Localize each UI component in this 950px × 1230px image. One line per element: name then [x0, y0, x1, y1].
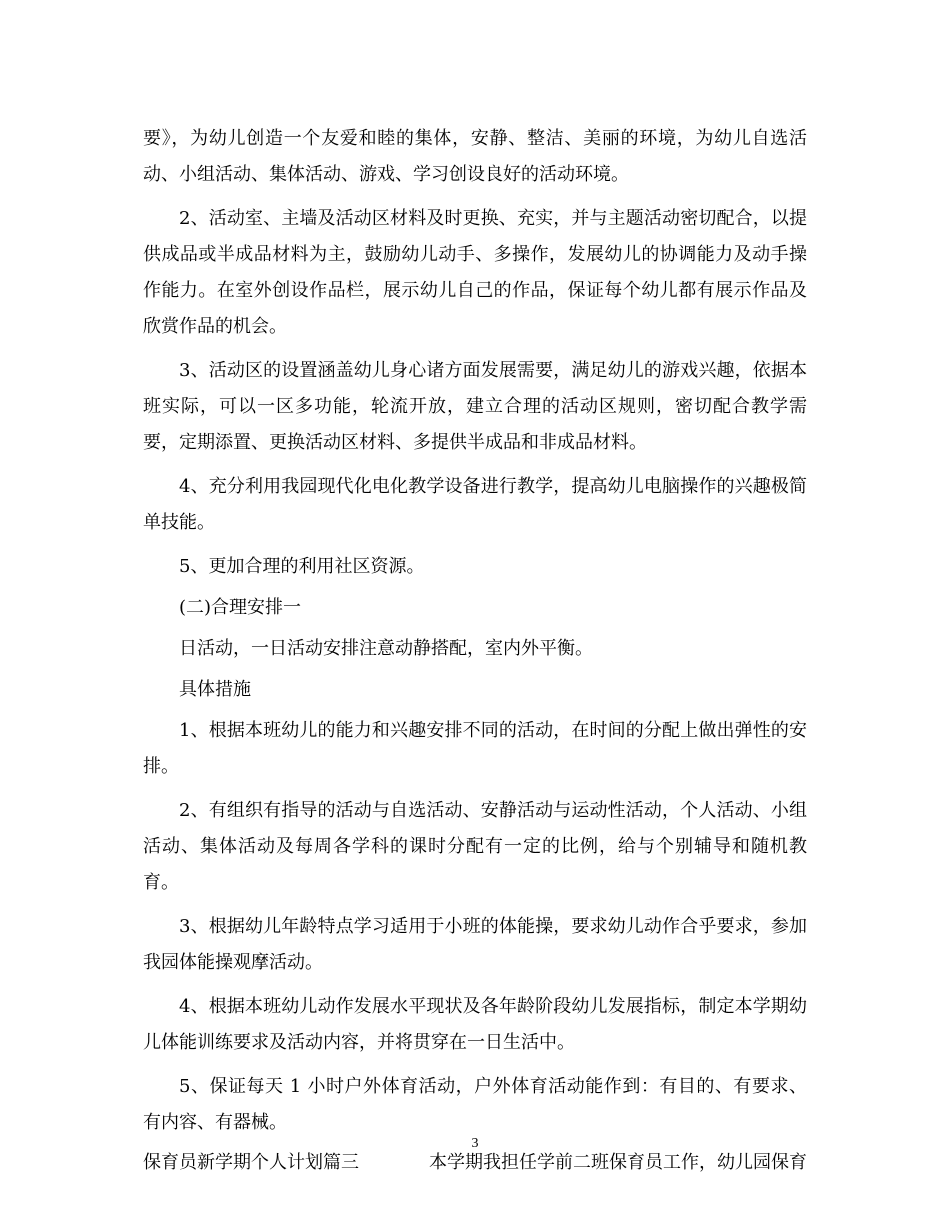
paragraph-environment-continued: 要》，为幼儿创造一个友爱和睦的集体，安静、整洁、美丽的环境，为幼儿自选活动、小组活动、集体活动、游戏、学习创设良好的活动环境。: [143, 128, 807, 185]
paragraph-measure-4: 4、根据本班幼儿动作发展水平现状及各年龄阶段幼儿发展指标，制定本学期幼儿体能训练要求及活动内容，并将贯穿在一日生活中。: [143, 996, 807, 1053]
paragraph-measure-3: 3、根据幼儿年龄特点学习适用于小班的体能操，要求幼儿动作合乎要求，参加我园体能操观摩活动。: [143, 916, 807, 973]
paragraph-measure-5: 5、保证每天 1 小时户外体育活动，户外体育活动能作到：有目的、有要求、有内容、有器械。: [143, 1076, 807, 1133]
paragraph-item-5-community-resources: 5、更加合理的利用社区资源。: [179, 556, 425, 577]
document-body: [143, 121, 807, 1181]
paragraph-item-2-materials: 2、活动室、主墙及活动区材料及时更换、充实，并与主题活动密切配合，以提供成品或半成品材料为主，鼓励幼儿动手、多操作，发展幼儿的协调能力及动手操作能力。在室外创设作品栏，展示幼儿自己的作品，保证每个幼儿都有展示作品及欣赏作品的机会。: [143, 208, 807, 337]
section-heading-daily-arrangement: (二)合理安排一: [179, 597, 302, 618]
paragraph-daily-activity: 日活动，一日活动安排注意动静搭配，室内外平衡。: [179, 638, 593, 659]
section-title-plan-three: 保育员新学期个人计划篇三: [143, 1152, 359, 1173]
paragraph-item-4-teaching-equipment: 4、充分利用我园现代化电化教学设备进行教学，提高幼儿电脑操作的兴趣极简单技能。: [143, 476, 807, 533]
paragraph-item-3-activity-areas: 3、活动区的设置涵盖幼儿身心诸方面发展需要，满足幼儿的游戏兴趣，依据本班实际，可以一区多功能，轮流开放，建立合理的活动区规则，密切配合教学需要，定期添置、更换活动区材料、多提供半成品和非成品材料。: [143, 360, 807, 453]
page-number: 3: [471, 1136, 479, 1151]
paragraph-measure-2: 2、有组织有指导的活动与自选活动、安静活动与运动性活动，个人活动、小组活动、集体活动及每周各学科的课时分配有一定的比例，给与个别辅导和随机教育。: [143, 800, 807, 893]
subheading-specific-measures: 具体措施: [179, 679, 251, 700]
section-intro-text: 本学期我担任学前二班保育员工作，幼儿园保育: [429, 1152, 807, 1173]
paragraph-measure-1: 1、根据本班幼儿的能力和兴趣安排不同的活动，在时间的分配上做出弹性的安排。: [143, 720, 807, 777]
